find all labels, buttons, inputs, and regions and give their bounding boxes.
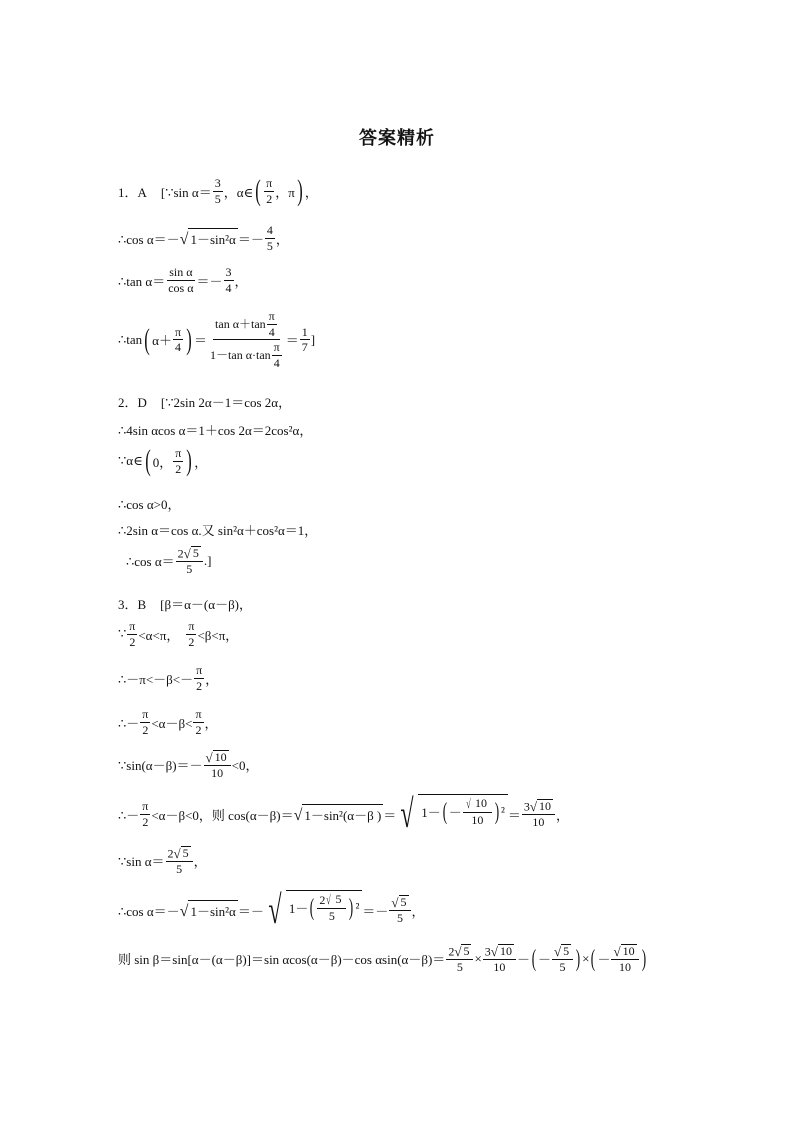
p3-line9: 则 sin β＝sin[α－(α－β)]＝sin αcos(α－β)－cos αsin(α－β)＝ 2 √ 5 5 × 3 √ 10 10 － ( － √ 5 5 ) × ( － √ 10 10 ) — [118, 943, 646, 975]
p3-line1: 3．B [β＝α－(α－β)， — [118, 594, 252, 613]
p3-line6: ∴－ $\frac{\pi}{2}$ <α－β<0，则 cos(α－β)＝ √ 1－sin²(α－β ) ＝ √ 1－ ( － √ 10 10 ) ² ＝ 3 √ 10 10 ， — [118, 791, 570, 836]
fraction: $\frac{3}{5}$ — [214, 175, 221, 206]
p2-label: 2．D — [118, 395, 147, 410]
p1-line4: ∴tan ( α＋ $\frac{\pi}{4}$ ) ＝ tan α＋tan $\frac{\pi}{4}$ 1－tan α·tan $\frac{\pi}{4}$ ＝ $\frac{1}{7}$ ] — [118, 309, 316, 370]
fraction: $\frac{\pi}{2}$ — [266, 175, 273, 206]
p3-line5: ∵sin(α－β)＝－ √ 10 10 <0， — [118, 749, 259, 781]
p2-line3: ∵α∈ ( 0， $\frac{\pi}{2}$ ) ， — [118, 444, 208, 477]
p1-label: 1．A — [118, 184, 147, 200]
p2-line5: ∴2sin α＝cos α.又 sin²α＋cos²α＝1， — [118, 523, 318, 538]
p3-line2: ∵ $\frac{\pi}{2}$ <α<π， $\frac{\pi}{2}$ <β<π， — [118, 619, 239, 649]
sqrt: √ 1－sin²α — [180, 228, 238, 248]
big-fraction: tan α＋tan $\frac{\pi}{4}$ 1－tan α·tan $\frac{\pi}{4}$ — [210, 309, 280, 370]
page-title: 答案精析 — [359, 128, 435, 149]
p3-line4: ∴－ $\frac{\pi}{2}$ <α－β< $\frac{\pi}{2}$ ， — [118, 707, 218, 737]
p1-line2: ∴cos α＝－ √ 1－sin²α ＝－ $\frac{4}{5}$ ， — [118, 223, 289, 253]
p3-line7: ∵sin α＝ 2 √ 5 5 ， — [118, 845, 207, 877]
p3-line3: ∴－π<－β<－ $\frac{\pi}{2}$ ， — [118, 663, 219, 693]
p3-label: 3．B — [118, 597, 147, 612]
p1-line3: ∴tan α＝ $\frac{\text{sin α}}{\text{cos α}}$ ＝－ $\frac{3}{4}$ ， — [118, 265, 248, 295]
p2-line6: ∴cos α＝ 2 √ 5 5 .] — [126, 545, 212, 577]
p1-text: [∵sin α＝ — [160, 184, 212, 200]
p3-line8: ∴cos α＝－ √ 1－sin²α ＝－ √ 1－ ( 2 √ 5 5 ) ² ＝－ √ 5 5 ， — [118, 887, 425, 932]
p2-line2: ∴4sin αcos α＝1＋cos 2α＝2cos²α， — [118, 423, 313, 438]
p2-line1: 2．D [∵2sin 2α－1＝cos 2α， — [118, 392, 291, 411]
p1-line1: 1．A [∵sin α＝ $\frac{3}{5}$ ，α∈ ( $\frac{\pi}{2}$ ，π ) ， — [118, 174, 318, 207]
p2-line4: ∴cos α>0， — [118, 497, 181, 512]
